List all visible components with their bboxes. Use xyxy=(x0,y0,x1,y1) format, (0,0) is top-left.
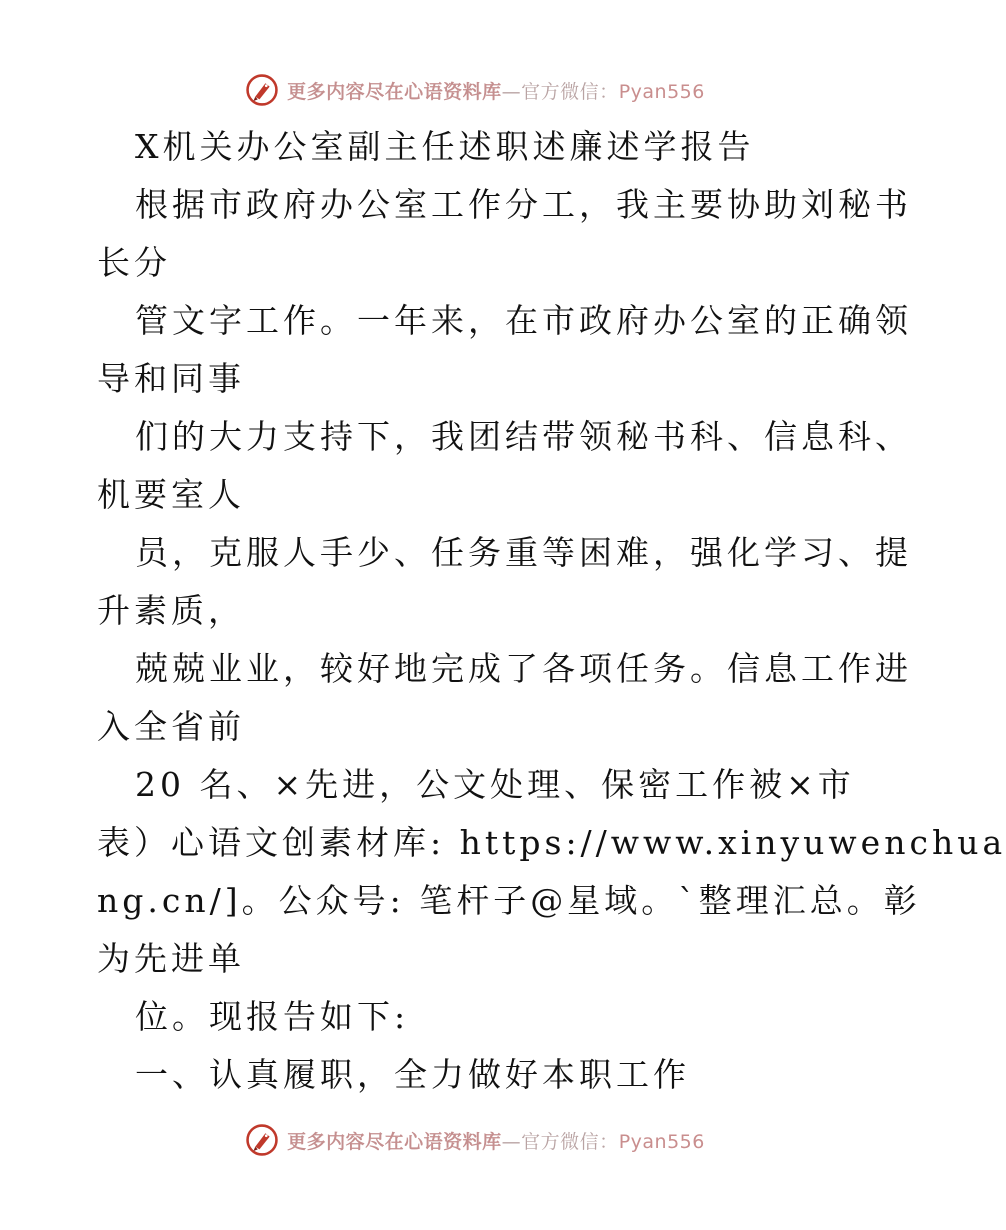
section-heading: 一、认真履职，全力做好本职工作 xyxy=(135,1055,690,1094)
text-line: 根据市政府办公室工作分工，我主要协助刘秘书 xyxy=(135,185,912,224)
text-line: 导和同事 xyxy=(97,359,245,398)
text-line: 员，克服人手少、任务重等困难，强化学习、提 xyxy=(135,533,912,572)
document-title: X机关办公室副主任述职述廉述学报告 xyxy=(135,127,755,166)
text-line: 机要室人 xyxy=(97,475,245,514)
text-line: 管文字工作。一年来，在市政府办公室的正确领 xyxy=(135,301,912,340)
text-line: 兢兢业业，较好地完成了各项任务。信息工作进 xyxy=(135,649,912,688)
watermark-banner-bottom xyxy=(0,1120,950,1160)
text-line: 20 名、×先进，公文处理、保密工作被×市 xyxy=(135,765,855,804)
text-line: 升素质， xyxy=(97,591,245,630)
watermark-text: 更多内容尽在心语资料库—官方微信：Pyan556 xyxy=(287,1130,705,1153)
text-line: 位。现报告如下: xyxy=(135,997,410,1036)
text-line: 为先进单 xyxy=(97,939,245,978)
text-line: ng.cn/]。公众号: 笔杆子@星域。`整理汇总。彰 xyxy=(97,881,921,920)
pen-logo-icon xyxy=(245,1123,279,1157)
text-line: 表）心语文创素材库: https://www.xinyuwenchua xyxy=(97,823,1006,862)
text-line: 入全省前 xyxy=(97,707,245,746)
text-line: 长分 xyxy=(97,243,171,282)
text-line: 们的大力支持下，我团结带领秘书科、信息科、 xyxy=(135,417,912,456)
watermark-text: 更多内容尽在心语资料库—官方微信：Pyan556 xyxy=(287,80,705,103)
document-body xyxy=(97,118,1006,1104)
watermark-banner-top xyxy=(0,70,950,110)
pen-logo-icon xyxy=(245,73,279,107)
